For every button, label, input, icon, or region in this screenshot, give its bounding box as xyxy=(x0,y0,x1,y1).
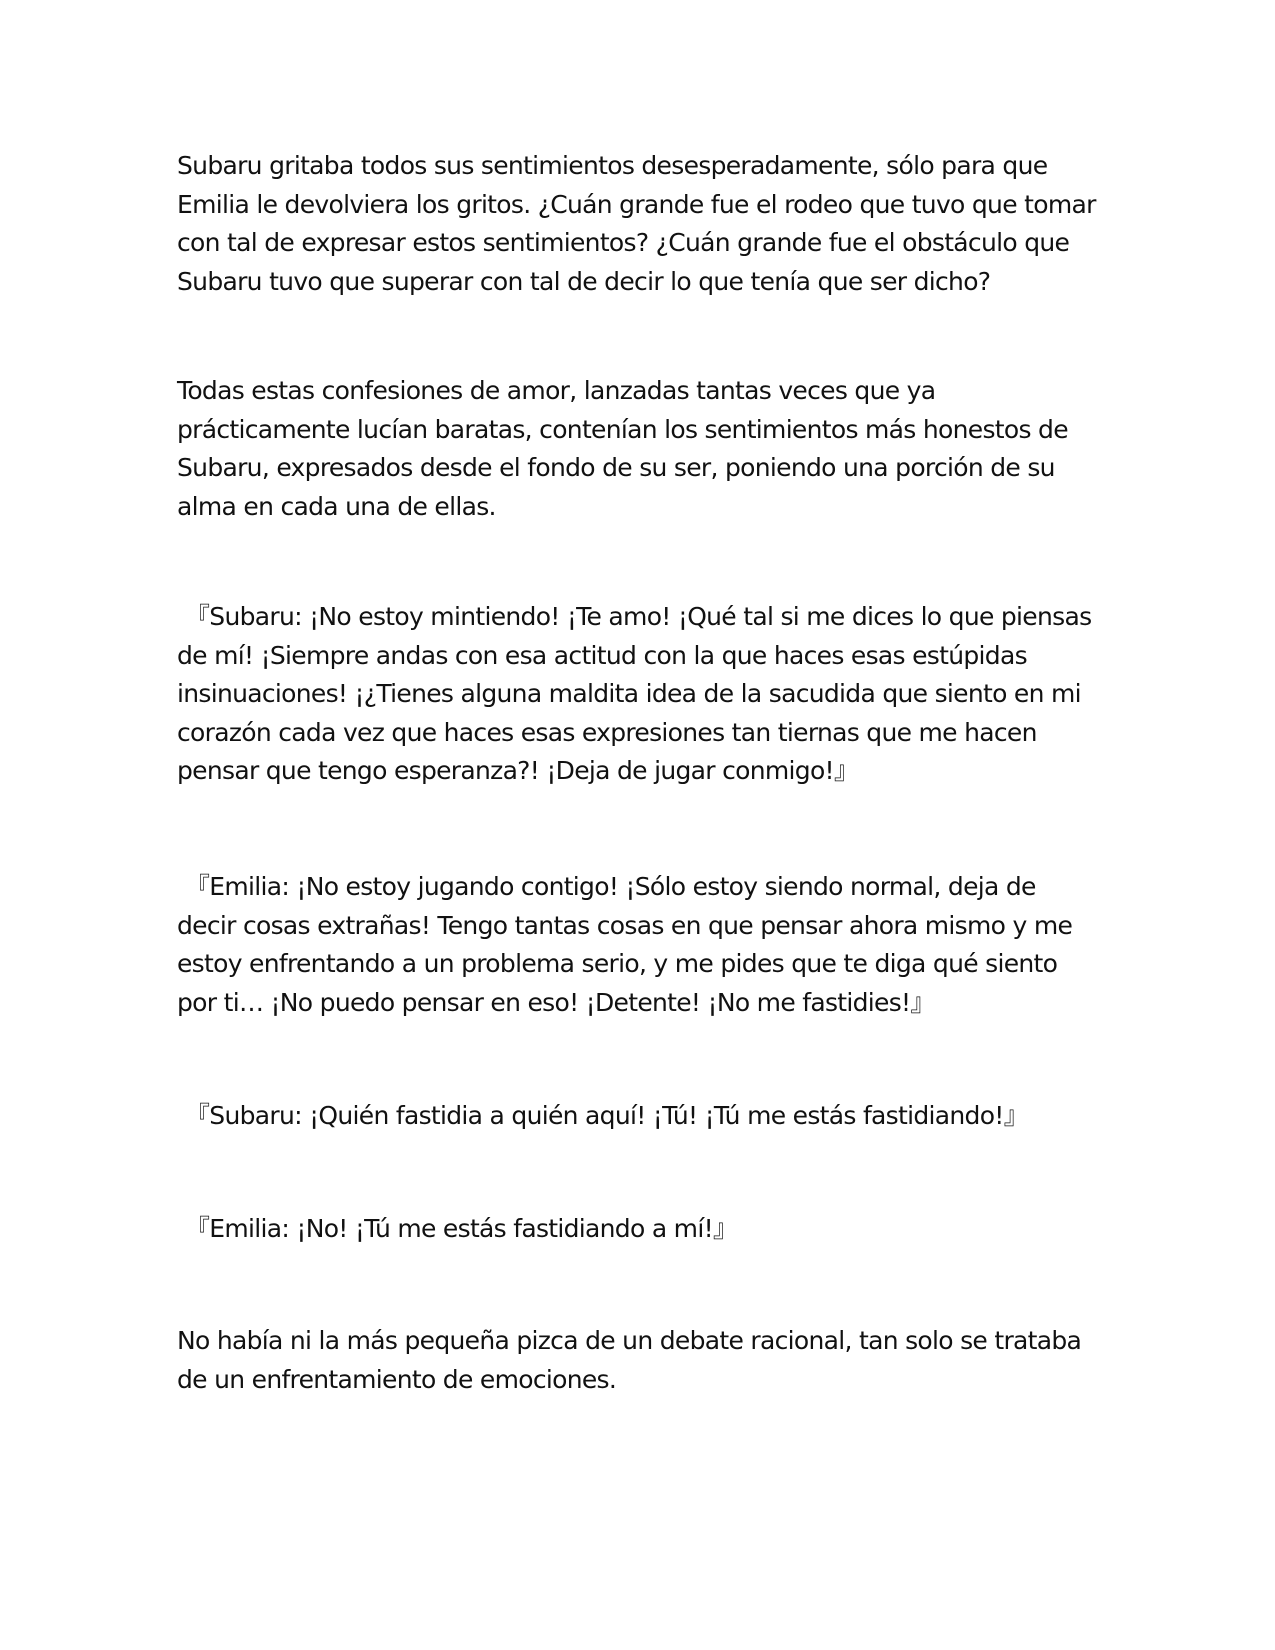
paragraph-narration-1: Subaru gritaba todos sus sentimientos desesperadamente, sólo para que Emilia le devolviera los gritos. ¿Cuán grande fue el rodeo que tuvo que tomar con tal de expresar estos sentimientos? ¿Cuán grande fue el obstáculo que Subaru tuvo que superar con tal de decir lo que tenía que ser dicho? xyxy=(177,151,1096,296)
paragraph-dialogue-emilia-1: 『Emilia: ¡No estoy jugando contigo! ¡Sólo estoy siendo normal, deja de decir cosas extrañas! Tengo tantas cosas en que pensar ahora mismo y me estoy enfrentando a un problema serio, y me pides que te diga qué siento por ti… ¡No puedo pensar en eso! ¡Detente! ¡No me fastidies!』 xyxy=(177,872,1073,1017)
paragraph-dialogue-emilia-2: 『Emilia: ¡No! ¡Tú me estás fastidiando a mí!』 xyxy=(185,1214,738,1243)
paragraph-dialogue-subaru-1: 『Subaru: ¡No estoy mintiendo! ¡Te amo! ¡Qué tal si me dices lo que piensas de mí! ¡Siempre andas con esa actitud con la que haces esas estúpidas insinuaciones! ¡¿Tienes alguna maldita idea de la sacudida que siento en mi corazón cada vez que haces esas expresiones tan tiernas que me hacen pensar que tengo esperanza?! ¡Deja de jugar conmigo!』 xyxy=(177,602,1092,785)
paragraph-narration-2: Todas estas confesiones de amor, lanzadas tantas veces que ya prácticamente lucían baratas, contenían los sentimientos más honestos de Subaru, expresados desde el fondo de su ser, poniendo una porción de su alma en cada una de ellas. xyxy=(177,376,1068,521)
paragraph-dialogue-subaru-2: 『Subaru: ¡Quién fastidia a quién aquí! ¡Tú! ¡Tú me estás fastidiando!』 xyxy=(185,1101,1028,1130)
paragraph-narration-3: No había ni la más pequeña pizca de un debate racional, tan solo se trataba de un enfrentamiento de emociones. xyxy=(177,1326,1082,1394)
